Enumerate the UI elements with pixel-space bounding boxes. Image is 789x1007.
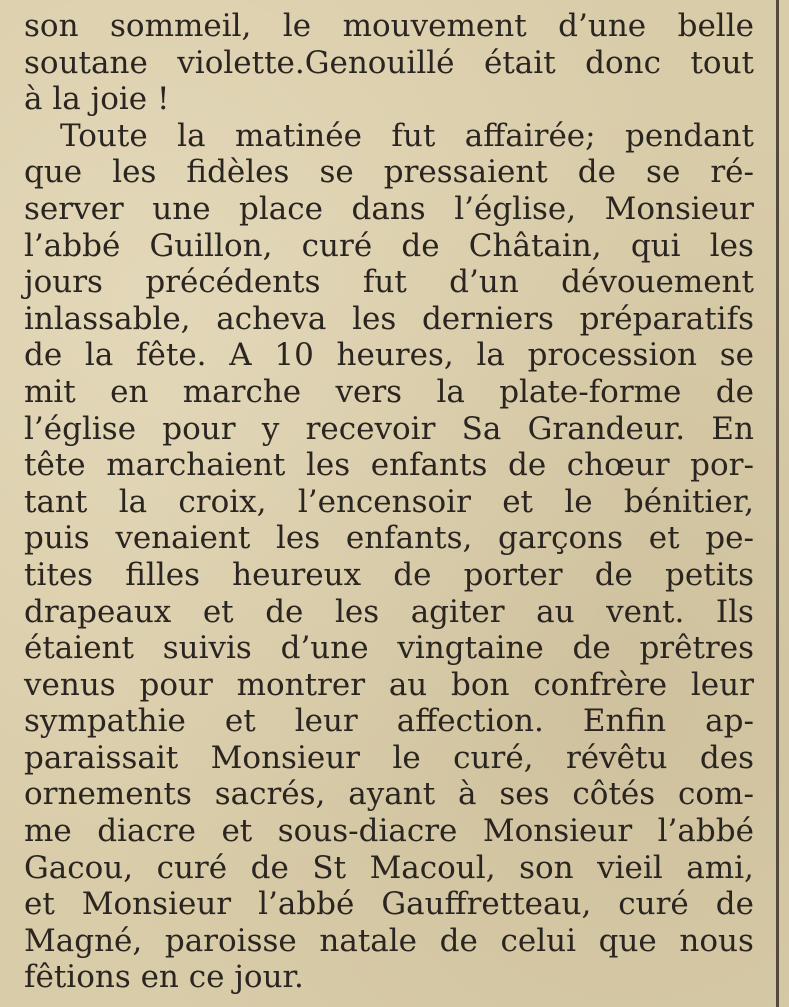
word: l’abbé <box>24 227 121 264</box>
word: une <box>152 190 211 227</box>
word: Monsieur <box>81 886 232 923</box>
word: Ils <box>715 593 754 630</box>
word: prêtres <box>639 630 754 667</box>
word: à <box>458 776 477 813</box>
text-line: fêtions en ce jour. <box>24 959 304 996</box>
text-line <box>24 484 754 521</box>
word: et <box>224 703 256 740</box>
word: croix, <box>178 483 267 520</box>
word: y <box>261 410 280 447</box>
word: curé <box>301 227 373 264</box>
text-line: à la joie ! <box>24 81 170 118</box>
word: drapeaux <box>24 593 172 630</box>
word: suivis <box>162 630 252 667</box>
word: fête. <box>136 337 207 374</box>
word: diacre <box>97 813 196 850</box>
word: derniers <box>421 300 554 337</box>
word: affairée; <box>464 117 596 154</box>
word: Grandeur. <box>527 410 686 447</box>
word: dans <box>351 190 426 227</box>
word: précédents <box>145 264 321 301</box>
word: sous-diacre <box>277 813 458 850</box>
word: mouvement <box>342 8 527 44</box>
text-line <box>24 447 754 484</box>
word: porter <box>463 556 563 593</box>
word: pressaient <box>383 154 548 191</box>
word: Monsieur <box>210 739 360 776</box>
word: l’encensoir <box>297 483 471 520</box>
word: donc <box>585 44 661 81</box>
word: petits <box>665 556 754 593</box>
word: venaient <box>115 520 251 557</box>
text-line <box>24 813 754 850</box>
word: l’abbé <box>657 813 754 850</box>
word: marche <box>182 373 302 410</box>
word: marchaient <box>106 447 286 484</box>
word: celui <box>500 922 576 959</box>
word: heureux <box>232 556 362 593</box>
word: paroisse <box>164 922 297 959</box>
word: puis <box>24 520 90 557</box>
text-line <box>24 557 754 594</box>
word: soutane <box>24 44 148 81</box>
word: les <box>352 300 397 337</box>
article-text <box>24 8 754 996</box>
word: mit <box>24 373 76 410</box>
word: de <box>401 227 440 264</box>
word: pour <box>139 666 213 703</box>
text-line <box>24 850 754 887</box>
text-line <box>24 703 754 740</box>
word: jours <box>24 264 103 301</box>
word: que <box>24 154 83 191</box>
word: de <box>439 922 478 959</box>
text-line <box>24 520 754 557</box>
word: agiter <box>410 593 505 630</box>
word: son <box>24 8 79 44</box>
word: la <box>118 483 148 520</box>
word: Gauffretteau, <box>381 886 592 923</box>
word: les <box>334 593 380 630</box>
word: l’église <box>24 410 137 447</box>
word: Enfin <box>582 703 667 740</box>
word: Magné, <box>24 922 143 959</box>
word: préparatifs <box>579 300 754 337</box>
word: les <box>306 447 351 484</box>
word: qui <box>630 227 681 264</box>
word: de <box>265 593 304 630</box>
text-line <box>24 374 754 411</box>
word: ornements <box>24 776 192 813</box>
word: curé, <box>453 739 534 776</box>
word: procession <box>527 337 697 374</box>
word: server <box>24 190 124 227</box>
text-line <box>24 301 754 338</box>
word: les <box>276 520 321 557</box>
word: et <box>502 483 534 520</box>
word: se <box>319 154 354 191</box>
word: vieil <box>597 849 663 886</box>
word: son <box>519 849 574 886</box>
word: fut <box>362 264 407 301</box>
word: Monsieur <box>604 190 754 227</box>
text-line <box>24 923 754 960</box>
word: sacrés, <box>214 776 326 813</box>
word: les <box>112 154 157 191</box>
word: la <box>476 337 505 374</box>
word: Sa <box>461 410 502 447</box>
word: Gacou, <box>24 849 134 886</box>
text-line <box>24 228 754 265</box>
column-rule <box>776 0 779 1007</box>
word: et <box>648 520 680 557</box>
text-line <box>24 337 754 374</box>
word: sommeil, <box>110 8 252 44</box>
word: bon <box>451 666 510 703</box>
word: l’église, <box>454 190 577 227</box>
word: violette.Genouillé <box>177 44 455 81</box>
text-line <box>24 594 754 631</box>
word: au <box>388 666 428 703</box>
word: A <box>229 337 252 374</box>
word: de <box>715 373 754 410</box>
word: bénitier, <box>623 483 754 520</box>
text-line <box>24 886 754 923</box>
text-line <box>24 630 754 667</box>
word: en <box>110 373 149 410</box>
word: matinée <box>235 117 362 154</box>
word: ayant <box>348 776 436 813</box>
text-line <box>24 191 754 228</box>
word: dévouement <box>561 264 754 301</box>
word: paraissait <box>24 739 179 776</box>
word: chœur <box>566 447 670 484</box>
word: acheva <box>216 300 327 337</box>
text-line <box>24 667 754 704</box>
word: Châtain, <box>468 227 602 264</box>
word: natale <box>319 922 418 959</box>
word: le <box>564 483 593 520</box>
word: des <box>699 739 754 776</box>
word: d’un <box>449 264 519 301</box>
word: tout <box>690 44 754 81</box>
text-line <box>24 264 754 301</box>
word: de <box>577 154 616 191</box>
text-line <box>24 8 754 45</box>
word: filles <box>125 556 201 593</box>
word: l’abbé <box>258 886 355 923</box>
text-line <box>24 154 754 191</box>
word: fidèles <box>186 154 290 191</box>
word: fut <box>391 117 436 154</box>
word: côtés <box>572 776 656 813</box>
word: place <box>239 190 323 227</box>
word: de <box>594 556 633 593</box>
word: de <box>572 630 611 667</box>
word: que <box>598 922 657 959</box>
text-line <box>24 45 754 82</box>
word: se <box>719 337 754 374</box>
text-line <box>24 740 754 777</box>
word: d’une <box>558 8 647 44</box>
word: pendant <box>625 117 754 154</box>
word: ap- <box>705 703 754 740</box>
word: sympathie <box>24 703 186 740</box>
word: la <box>436 373 465 410</box>
word: St <box>312 849 347 886</box>
word: Monsieur <box>482 813 633 850</box>
word: vers <box>335 373 403 410</box>
word: enfants <box>370 447 488 484</box>
word: Toute <box>60 117 148 154</box>
word: affection. <box>396 703 544 740</box>
word: Guillon, <box>149 227 273 264</box>
word: garçons <box>498 520 624 557</box>
text-line <box>24 118 754 155</box>
text-line <box>24 776 754 813</box>
word: vent. <box>606 593 685 630</box>
word: ami, <box>686 849 754 886</box>
word: curé <box>618 886 689 923</box>
word: montrer <box>236 666 366 703</box>
word: tant <box>24 483 88 520</box>
word: pour <box>162 410 236 447</box>
word: la <box>84 337 114 374</box>
word: pe- <box>705 520 754 557</box>
word: belle <box>677 8 754 44</box>
word: plate-forme <box>499 373 682 410</box>
word: et <box>221 813 253 850</box>
word: ses <box>499 776 550 813</box>
word: de <box>507 447 547 484</box>
word: En <box>711 410 754 447</box>
word: leur <box>294 703 358 740</box>
word: inlassable, <box>24 300 191 337</box>
word: nous <box>679 922 754 959</box>
word: révêtu <box>565 739 668 776</box>
word: tites <box>24 556 94 593</box>
word: le <box>392 739 421 776</box>
word: me <box>24 813 72 850</box>
word: por- <box>690 447 754 484</box>
word: les <box>709 227 754 264</box>
text-line <box>24 411 754 448</box>
word: la <box>177 117 206 154</box>
word: tête <box>24 447 86 484</box>
word: d’une <box>280 630 369 667</box>
word: de <box>715 886 754 923</box>
word: de <box>250 849 289 886</box>
word: vingtaine <box>397 630 544 667</box>
word: étaient <box>24 630 134 667</box>
word: Macoul, <box>369 849 496 886</box>
word: venus <box>24 666 116 703</box>
word: de <box>24 337 63 374</box>
word: et <box>202 593 234 630</box>
word: recevoir <box>305 410 436 447</box>
word: 10 <box>274 337 314 374</box>
word: ré- <box>710 154 754 191</box>
word: heures, <box>336 337 454 374</box>
word: le <box>282 8 312 44</box>
word: était <box>484 44 556 81</box>
word: enfants, <box>345 520 473 557</box>
word: curé <box>156 849 228 886</box>
word: de <box>393 556 432 593</box>
word: leur <box>690 666 754 703</box>
word: et <box>24 886 55 923</box>
word: com- <box>678 776 754 813</box>
word: se <box>646 154 681 191</box>
word: confrère <box>533 666 668 703</box>
word: au <box>536 593 575 630</box>
